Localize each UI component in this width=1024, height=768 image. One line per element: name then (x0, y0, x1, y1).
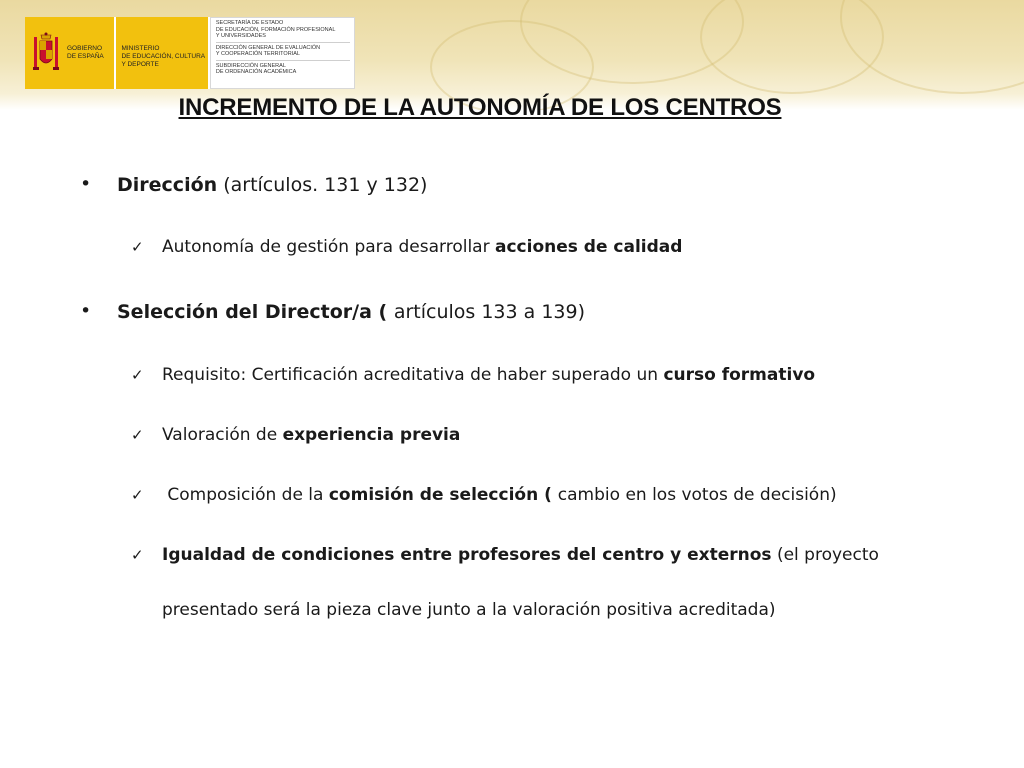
gobierno-logo (25, 17, 114, 89)
government-logo (25, 17, 355, 89)
sub-item-valoracion: Valoración de experiencia previa (162, 425, 461, 445)
sub-item-igualdad: Igualdad de condiciones entre profesores del centro y externos (el proyecto (162, 545, 879, 565)
check-icon: ✓ (131, 546, 144, 564)
secretaria-logo: SECRETARÍA DE ESTADO DE EDUCACIÓN, FORMACIÓN PROFESIONAL Y UNIVERSIDADES DIRECCIÓN GENERAL DE EVALUACIÓN Y COOPERACIÓN TERRITORIAL SUBDIRECCIÓN GENERAL DE ORDENACIÓN ACADÉMICA (210, 17, 355, 89)
coat-of-arms-icon (31, 31, 61, 75)
sub-item-composicion: Composición de la comisión de selección ( cambio en los votos de decisión) (162, 485, 837, 505)
bullet-icon: • (80, 173, 92, 195)
sub-item-igualdad-continuation: presentado será la pieza clave junto a la valoración positiva acreditada) (162, 600, 776, 620)
check-icon: ✓ (131, 238, 144, 256)
gobierno-text: GOBIERNO DE ESPAÑA (67, 45, 104, 60)
check-icon: ✓ (131, 426, 144, 444)
slide-title: INCREMENTO DE LA AUTONOMÍA DE LOS CENTROS (178, 94, 782, 121)
check-icon: ✓ (131, 366, 144, 384)
sub-item-requisito: Requisito: Certificación acreditativa de haber superado un curso formativo (162, 365, 816, 385)
sub-item-autonomia: Autonomía de gestión para desarrollar acciones de calidad (162, 237, 683, 257)
bullet-icon: • (80, 300, 92, 322)
ministerio-logo: MINISTERIO DE EDUCACIÓN, CULTURA Y DEPORTE (116, 17, 207, 89)
item-seleccion: Selección del Director/a ( artículos 133 a 139) (117, 301, 585, 323)
item-direccion: Dirección (artículos. 131 y 132) (117, 174, 428, 196)
check-icon: ✓ (131, 486, 144, 504)
